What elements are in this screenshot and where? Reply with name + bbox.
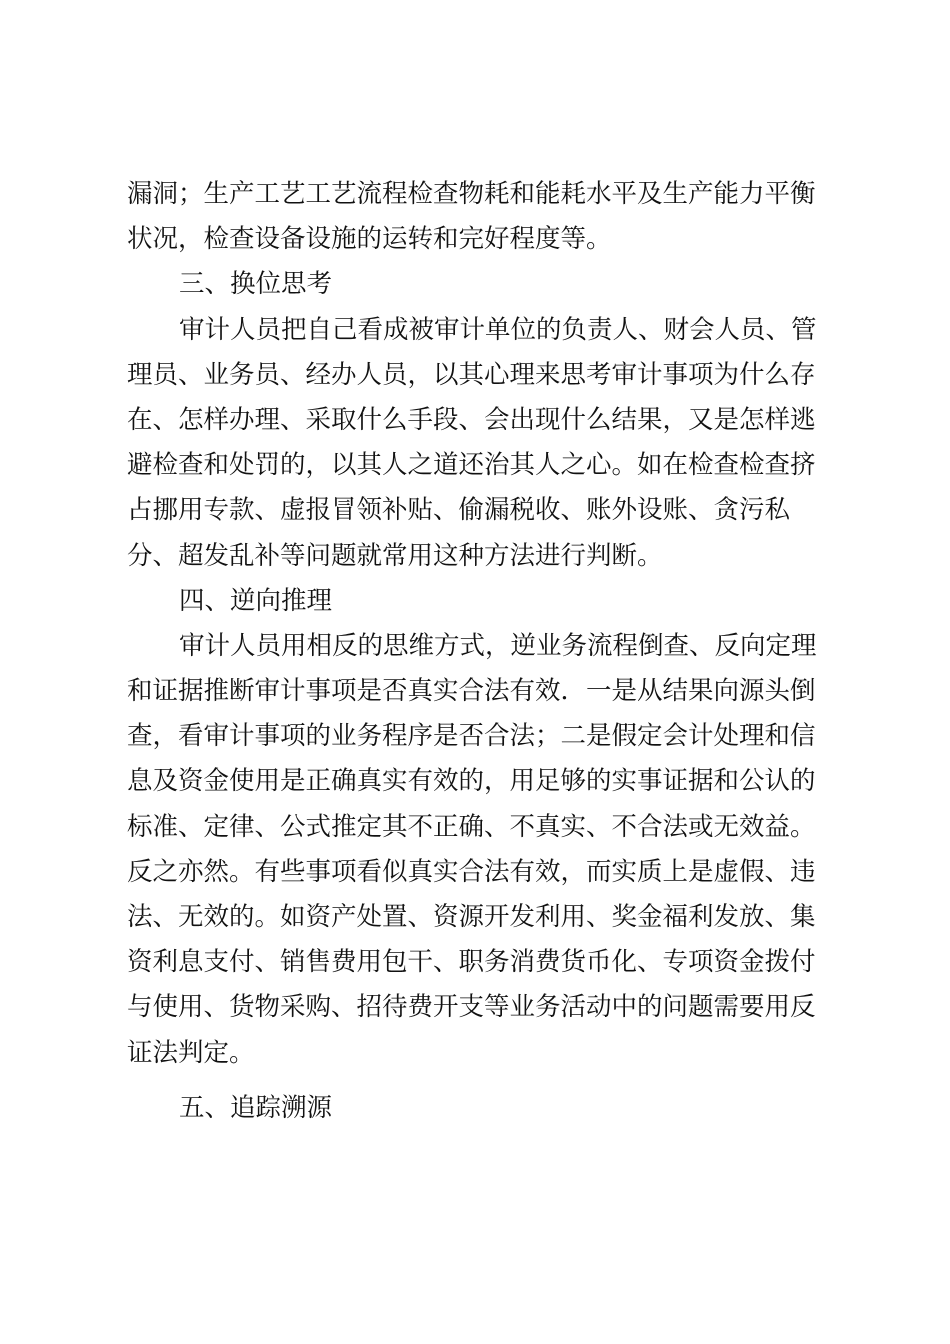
- text-line: 和证据推断审计事项是否真实合法有效．一是从结果向源头倒: [127, 676, 816, 707]
- document-body: [127, 172, 827, 1131]
- text-line: 避检查和处罚的，以其人之道还治其人之心。如在检查检查挤: [127, 450, 816, 481]
- text-line: 在、怎样办理、采取什么手段、会出现什么结果，又是怎样逃: [127, 404, 816, 435]
- heading-text: 五、追踪溯源: [179, 1092, 333, 1123]
- text-line: 分、超发乱补等问题就常用这种方法进行判断。: [127, 540, 663, 571]
- text-line: 状况，检查设备设施的运转和完好程度等。: [127, 224, 612, 255]
- text-line: 查，看审计事项的业务程序是否合法；二是假定会计处理和信: [127, 721, 816, 752]
- text-line: 占挪用专款、虚报冒领补贴、偷漏税收、账外设账、贪污私: [127, 495, 791, 526]
- text-line: 理员、业务员、经办人员，以其心理来思考审计事项为什么存: [127, 359, 816, 390]
- text-line: 反之亦然。有些事项看似真实合法有效，而实质上是虚假、违: [127, 856, 816, 887]
- text-line: 与使用、货物采购、招待费开支等业务活动中的问题需要用反: [127, 992, 816, 1023]
- section-heading-4: [127, 579, 827, 624]
- section-heading-3: [127, 262, 827, 307]
- section-heading-5: [127, 1086, 827, 1131]
- paragraph-reverse-reasoning: [127, 624, 827, 1076]
- text-line: 法、无效的。如资产处置、资源开发利用、奖金福利发放、集: [127, 902, 816, 932]
- text-line: 标准、定律、公式推定其不正确、不真实、不合法或无效益。: [127, 811, 816, 842]
- heading-text: 四、逆向推理: [179, 585, 333, 616]
- text-line: 资利息支付、销售费用包干、职务消费货币化、专项资金拨付: [127, 947, 816, 978]
- text-line: 审计人员把自己看成被审计单位的负责人、财会人员、管: [179, 314, 817, 345]
- paragraph-continued: [127, 172, 827, 262]
- paragraph-role-swap: [127, 308, 827, 579]
- text-line: 证法判定。: [127, 1037, 255, 1068]
- text-line: 漏洞；生产工艺工艺流程检查物耗和能耗水平及生产能力平衡: [127, 179, 816, 209]
- text-line: 审计人员用相反的思维方式，逆业务流程倒查、反向定理: [179, 630, 817, 661]
- text-line: 息及资金使用是正确真实有效的，用足够的实事证据和公认的: [127, 766, 816, 797]
- heading-text: 三、换位思考: [179, 269, 333, 300]
